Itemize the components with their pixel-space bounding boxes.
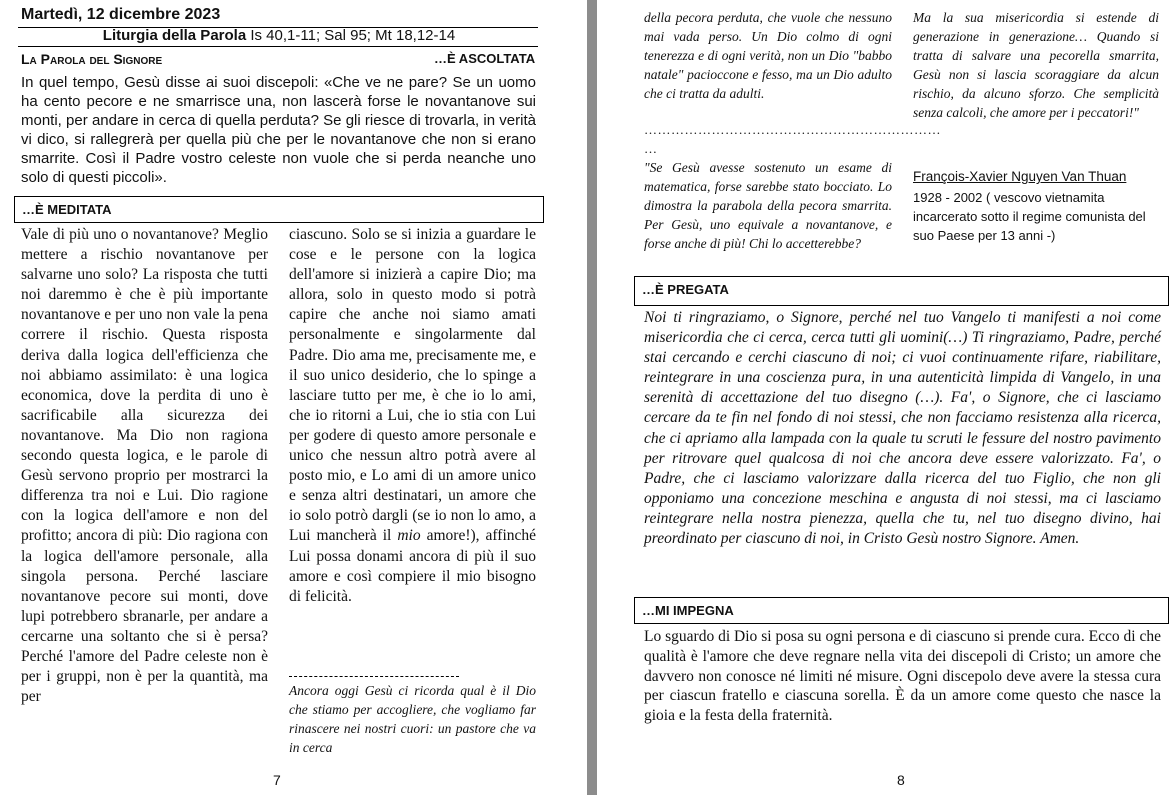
- meditata-col2-a: ciascuno. Solo se si inizia a guardare le cose e le persone con la logica dell'amore si inizierà a capire Dio; ma allora, solo in questo modo si potrà capire che anche noi siamo amati personalmente e singolarmente dal Padre. Dio ama me, precisamente me, e il suo unico desiderio, che lo spinge a lasciare tutto per me, è che io lo ami, che io ritorni a Lui, che io stia con Lui per godere di questo amore personale e unico che nessun altro potrà avere al posto mio, e Lo ami di un amore unico e senza altri destinatari, un amore che io solo potrò dargli (se io non lo amo, a Lui mancherà il: [289, 226, 536, 545]
- page-7: [0, 0, 587, 795]
- page-8: [597, 0, 1176, 795]
- meditata-column-1: Vale di più uno o novantanove? Meglio mettere a rischio novantanove per salvarne uno solo? La risposta che tutti noi daremmo è che è più importante novantanove e per uno non vale la pena correre il rischio. Questa risposta deriva dalla logica dell'efficienza che noi abbiamo assimilato: è una logica economica, dove la perdita di uno è sacrificabile alla sicurezza dei novantanove. Ma Dio non ragiona secondo questa logica, e le parole di Gesù servono proprio per mostrarci la differenza tra noi e Lui. Dio ragione con la logica dell'amore e non del profitto; ancora di più: Dio ragiona con la logica dell'amore personale, alla singola persona. Perché lasciare novantanove pecore sui monti, dove lupi potrebbero sbranarle, per andare a cercarne una soltanto che si è persa? Perché l'amore del Padre celeste non è per i gruppi, non è per la quantità, ma per: [21, 226, 268, 706]
- prayer-text: Noi ti ringraziamo, o Signore, perché nel tuo Vangelo ti manifesti a noi come misericordia che ci cerca, cerca tutti gli uomini(…) Ti ringraziamo, Padre, perché stai cercando e cerchi ciascuno di noi; ci vuoi continuamente rifare, riabilitare, reintegrare in una coscienza pura, in una autenticità limpida di Vangelo, in una serenità di accettazione del tuo disegno (…). Fa', o Signore, che ci lasciamo cercare da te fin nel fondo di noi stessi, che non facciamo resistenza alla ricerca, che ci apriamo alla lampada con la quale tu scruti le fessure del nostro pavimento per ritrovare quel qualcosa di noi che ancora deve essere valorizzato. Fa', o Padre, che ci lasciamo valorizzare dalla ricerca del tuo Figlio, che non gli opponiamo una concezione meschina e angusta di noi stessi, ma ci lasciamo reintegrare nella nostra pienezza, quella che tu, nel tuo disegno divino, hai preordinato per ciascuno di noi, in Cristo Gesù nostro Signore. Amen.: [644, 309, 1161, 548]
- ascoltata-label: …È ASCOLTATA: [434, 51, 536, 66]
- ellipsis: …: [644, 141, 657, 156]
- liturgy-header: [22, 27, 536, 44]
- page-gutter: [587, 0, 597, 795]
- liturgy-refs: Is 40,1-11; Sal 95; Mt 18,12-14: [250, 27, 456, 44]
- author-name: François-Xavier Nguyen Van Thuan: [913, 169, 1127, 184]
- author-bio: 1928 - 2002 ( vescovo vietnamita incarcerato sotto il regime comunista del suo Paese per 13 anni -): [913, 190, 1146, 243]
- header-rule-2: [18, 46, 538, 47]
- page-number-7: 7: [273, 772, 281, 788]
- gospel-text: In quel tempo, Gesù disse ai suoi discepoli: «Che ve ne pare? Se un uomo ha cento pecore e ne smarrisce una, non lascerà forse le novantanove sui monti, per andare in cerca di quella perduta? Se gli riesce di trovarla, in verità vi dico, si rallegrerà per quella più che per le novantanove che non si erano smarrite. Così il Padre vostro celeste non vuole che si perda neanche uno solo di questi piccoli».: [21, 74, 536, 186]
- meditata-heading: …È MEDITATA: [14, 196, 544, 223]
- liturgy-title: Liturgia della Parola: [102, 27, 247, 44]
- dotted-separator: …………………………………………………………: [644, 122, 941, 137]
- parola-label: La Parola del Signore: [21, 51, 163, 67]
- pregata-heading: …È PREGATA: [634, 276, 1169, 306]
- impegna-text: Lo sguardo di Dio si posa su ogni persona e di ciascuno si prende cura. Ecco di che qualità è l'amore che deve regnare nella vita dei discepoli di Cristo; un amore che davvero non conosce né limiti né misure. Ogni discepolo deve avere la stessa cura per ciascun fratello e ciascuna sorella. È da un amore come questo che nasce la gioia e la festa della fraternità.: [644, 628, 1161, 725]
- italic-quote-start: Ancora oggi Gesù ci ricorda qual è il Dio che stiamo per accogliere, che vogliamo far rinascere nei nostri cuori: un pastore che va in cerca: [289, 683, 536, 755]
- dashed-separator: [289, 676, 459, 677]
- date-header: Martedì, 12 dicembre 2023: [21, 6, 221, 23]
- quote-col2: Ma la sua misericordia si estende di generazione in generazione… Quando si tratta di salvare una pecorella smarrita, Gesù non si lascia scoraggiare da alcun rischio, da alcuno sforzo. Che semplicità senza calcoli, che amore per i peccatori!": [913, 10, 1159, 120]
- quote-col1-a: della pecora perduta, che vuole che nessuno mai vada perso. Un Dio colmo di ogni tenerezza e di ogni verità, non un Dio "babbo natale" pacioccone e fesso, ma un Dio adulto che ci tratta da adulti.: [644, 10, 892, 101]
- quote-col1-b: "Se Gesù avesse sostenuto un esame di matematica, forse sarebbe stato bocciato. Lo dimostra la parabola della pecora smarrita. Per Gesù, uno equivale a novantanove, e forse anche di più! Chi lo accetterebbe?: [644, 160, 892, 251]
- impegna-heading: …MI IMPEGNA: [634, 597, 1169, 624]
- meditata-col2-b: amore!), affinché Lui possa donami ancora di più il suo amore e così compiere il mio bisogno di felicità.: [289, 527, 537, 605]
- meditata-column-2: [289, 225, 536, 607]
- meditata-col2-emphasis: mio: [397, 527, 421, 545]
- page-number-8: 8: [897, 772, 905, 788]
